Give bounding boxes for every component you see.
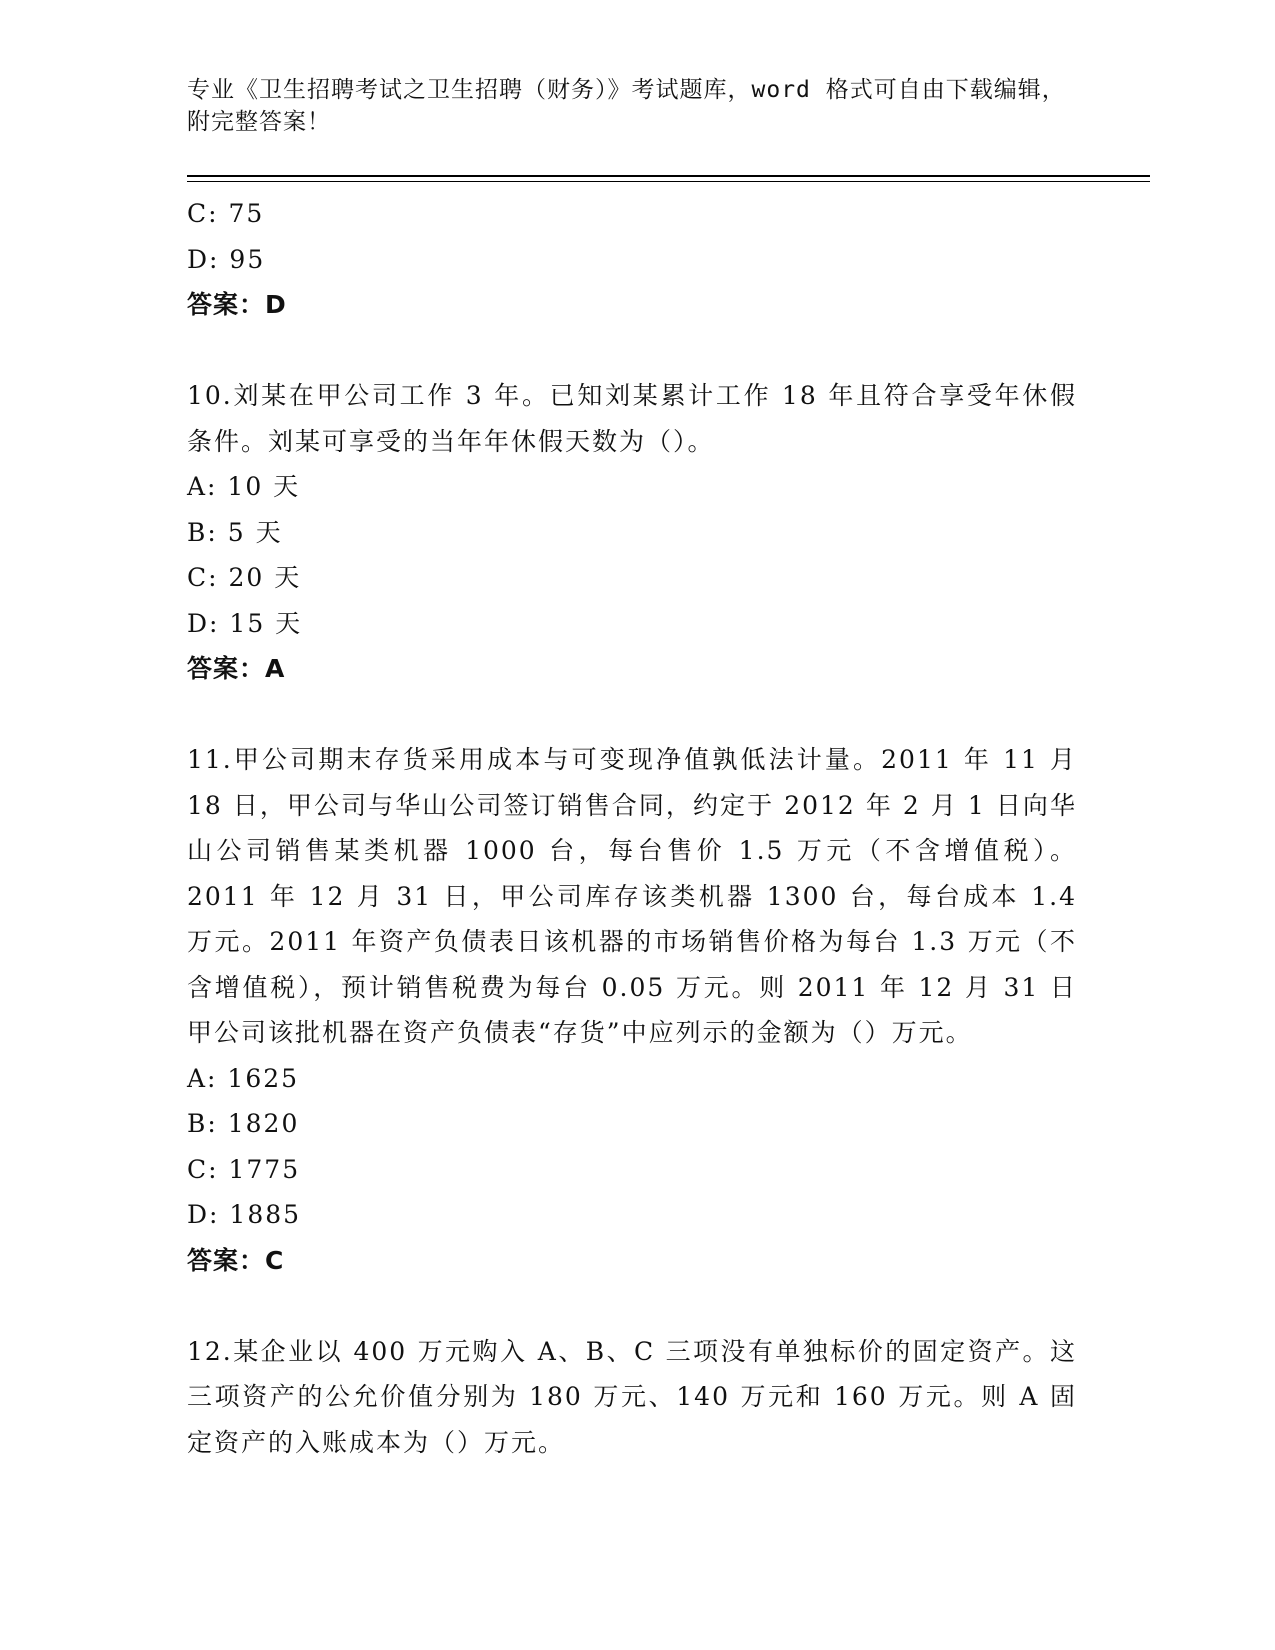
option-b: B: 1820 [187,1109,300,1138]
option-c: C: 75 [187,199,265,228]
page-header: 专业《卫生招聘考试之卫生招聘（财务）》考试题库，word 格式可自由下载编辑，附完整答案！ [187,77,1066,135]
option-a: A: 1625 [187,1063,300,1093]
question-stem: 11.甲公司期末存货采用成本与可变现净值孰低法计量。2011 年 11 月 18 日，甲公司与华山公司签订销售合同，约定于 2012 年 2 月 1 日向华山公司销售某类机器 1000 台，每台售价 1.5 万元（不含增值税）。2011 年 12 月 31 日，甲公司库存该类机器 1300 台，每台成本 1.4 万元。2011 年资产负债表日该机器的市场销售价格为每台 1.3 万元（不含增值税），预计销售税费为每台 0.05 万元。则 2011 年 12 月 31 日甲公司该批机器在资产负债表“存货”中应列示的金额为（）万元。 [187,745,1077,1047]
question-12 [187,1329,1087,1466]
question-stem: 10.刘某在甲公司工作 3 年。已知刘某累计工作 18 年且符合享受年休假条件。刘某可享受的当年年休假天数为（）。 [187,381,1077,456]
option-a: A: 10 天 [187,472,301,501]
previous-question-tail [187,191,1087,328]
answer-label: 答案：A [187,654,286,683]
header-divider-thin [187,181,1150,182]
option-b: B: 5 天 [187,517,283,547]
header-divider-thick [187,175,1150,177]
option-d: D: 15 天 [187,608,303,638]
option-d: D: 95 [187,244,266,274]
question-content [187,191,1087,1465]
answer-label: 答案：D [187,290,287,319]
option-c: C: 1775 [187,1154,301,1184]
question-stem: 12.某企业以 400 万元购入 A、B、C 三项没有单独标价的固定资产。这三项资产的公允价值分别为 180 万元、140 万元和 160 万元。则 A 固定资产的入账成本为（）万元。 [187,1336,1077,1457]
question-11 [187,737,1087,1283]
option-d: D: 1885 [187,1200,302,1229]
question-10 [187,373,1087,692]
option-c: C: 20 天 [187,563,302,592]
answer-label: 答案：C [187,1245,285,1275]
